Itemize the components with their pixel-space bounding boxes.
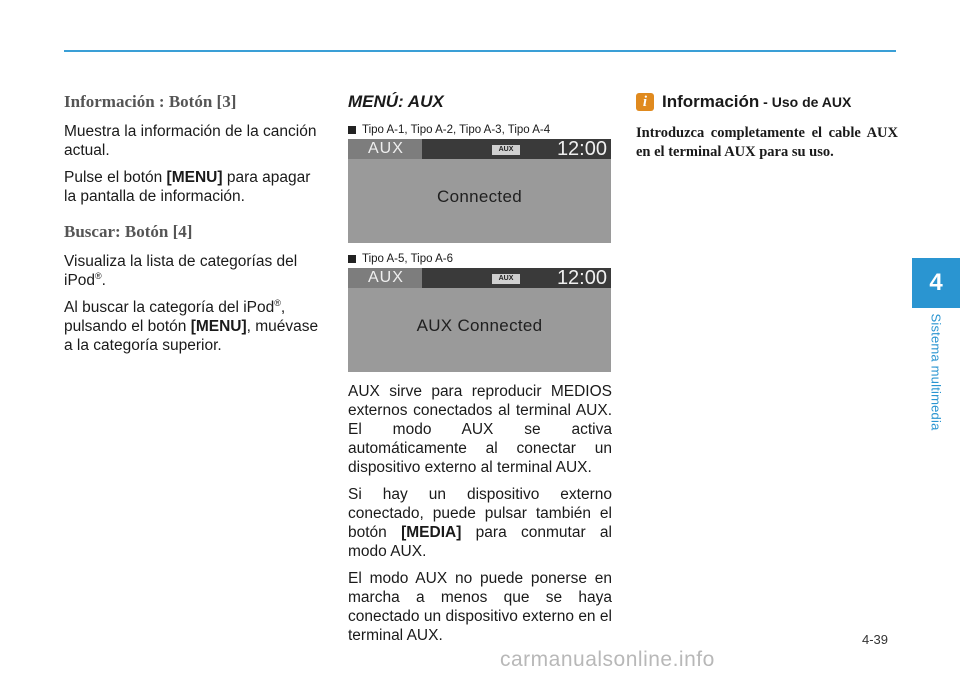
column-middle — [348, 92, 612, 653]
screen-message: AUX Connected — [416, 316, 543, 335]
text: Si hay un dispositivo externo conectado, puede pulsar también el botón — [348, 486, 612, 541]
text: para conmutar al modo AUX. — [348, 524, 612, 560]
screen-status-bar — [348, 139, 611, 159]
info-text: Introduzca completamente el cable AUX en el terminal AUX para su uso. — [636, 125, 898, 160]
text: . — [101, 272, 106, 289]
screen-status-bar — [348, 268, 611, 288]
registered-mark: ® — [95, 270, 102, 281]
info-title — [662, 92, 851, 112]
paragraph — [64, 252, 326, 290]
paragraph — [348, 382, 612, 477]
text: , muévase a la categoría superior. — [64, 318, 319, 354]
column-left — [64, 92, 326, 363]
section-title: MENÚ: AUX — [348, 92, 444, 111]
aux-badge-icon: AUX — [492, 145, 520, 155]
screen-message: Connected — [437, 187, 522, 206]
text: AUX sirve para reproducir MEDIOS externos conectados al terminal AUX. El modo AUX se activa automáticamente al conectar un dispositivo externo al terminal AUX. — [348, 383, 612, 476]
info-subtitle: - Uso de AUX — [759, 94, 852, 110]
aux-badge-icon: AUX — [492, 274, 520, 284]
top-rule — [64, 50, 896, 52]
screen-source-label: AUX — [348, 139, 422, 159]
paragraph — [64, 168, 326, 206]
screen-source-label: AUX — [348, 268, 422, 288]
chapter-number: 4 — [929, 269, 943, 296]
button-ref-media: [MEDIA] — [401, 524, 462, 541]
text: El modo AUX no puede ponerse en marcha a menos que se haya conectado un dispositivo externo en el terminal AUX. — [348, 570, 612, 644]
screen-clock: 12:00 — [556, 138, 607, 160]
info-title-text: Información — [662, 92, 760, 111]
button-ref-menu: [MENU] — [190, 318, 247, 335]
figure-caption — [348, 124, 612, 136]
column-right — [636, 92, 898, 162]
bullet-square-icon — [348, 255, 356, 263]
info-icon: i — [636, 93, 654, 111]
screen-clock: 12:00 — [556, 267, 607, 289]
caption-text: Tipo A-1, Tipo A-2, Tipo A-3, Tipo A-4 — [362, 124, 551, 136]
text: Muestra la información de la canción actual. — [64, 123, 317, 159]
text: , pulsando el botón — [64, 299, 286, 335]
text: para apagar la pantalla de información. — [64, 169, 311, 205]
text: Visualiza la lista de categorías del iPod — [64, 253, 298, 289]
paragraph — [64, 298, 326, 355]
aux-screen-image — [348, 268, 611, 372]
figure-caption — [348, 253, 612, 265]
paragraph — [348, 569, 612, 645]
info-heading — [636, 92, 898, 112]
text: Pulse el botón — [64, 169, 167, 186]
text: Al buscar la categoría del iPod — [64, 299, 275, 316]
watermark: carmanualsonline.info — [500, 648, 715, 671]
heading-buscar: Buscar: Botón [4] — [64, 222, 193, 241]
caption-text: Tipo A-5, Tipo A-6 — [362, 253, 453, 265]
bullet-square-icon — [348, 126, 356, 134]
paragraph — [64, 122, 326, 160]
aux-screen-image — [348, 139, 611, 243]
chapter-tab — [912, 258, 960, 308]
page-number: 4-39 — [862, 632, 889, 647]
heading-informacion: Información : Botón [3] — [64, 92, 237, 111]
paragraph — [348, 485, 612, 561]
chapter-label: Sistema multimedia — [928, 313, 944, 431]
registered-mark: ® — [274, 297, 281, 308]
button-ref-menu: [MENU] — [166, 169, 223, 186]
